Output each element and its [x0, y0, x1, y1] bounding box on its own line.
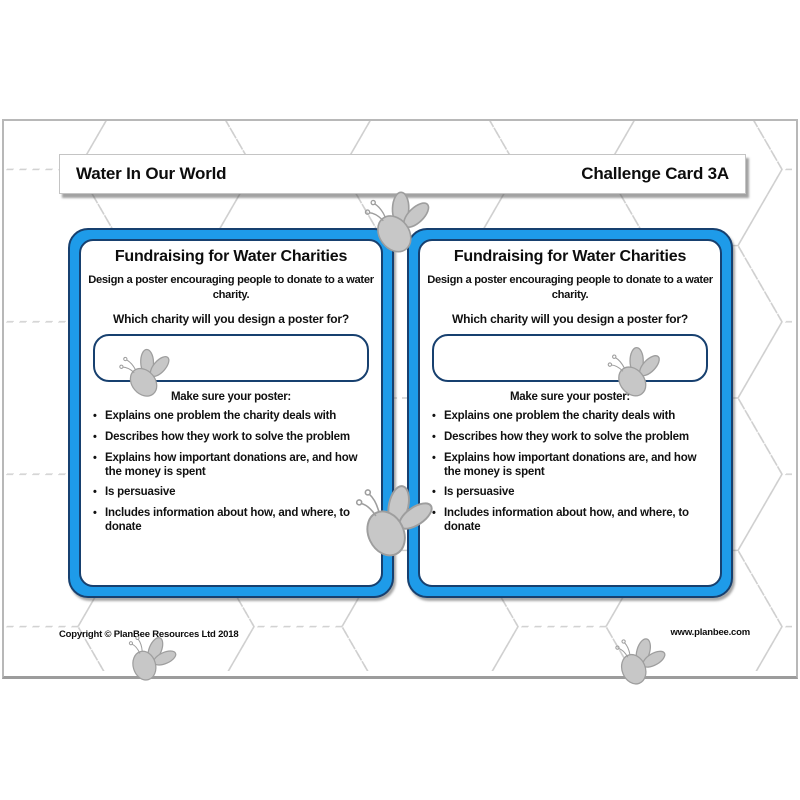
card-question: Which charity will you design a poster for? — [451, 312, 689, 327]
card-intro: Design a poster encouraging people to donate to a water charity. — [88, 274, 374, 301]
card-question: Which charity will you design a poster for? — [112, 312, 350, 327]
unit-title: Water In Our World — [76, 164, 227, 183]
challenge-card-left — [68, 228, 394, 598]
card-intro: Design a poster encouraging people to donate to a water charity. — [427, 274, 713, 301]
checklist-item: • Is persuasive — [91, 486, 375, 500]
bee-icon — [354, 185, 441, 267]
bee-icon — [602, 631, 673, 697]
bee-icon — [598, 341, 672, 410]
checklist-heading: Make sure your poster: — [171, 391, 291, 404]
poster-checklist — [87, 410, 375, 535]
checklist-item: • Explains how important donations are, and how the money is spent — [91, 452, 375, 480]
card-title: Fundraising for Water Charities — [453, 248, 687, 265]
checklist-heading: Make sure your poster: — [510, 391, 630, 404]
card-number-label: Challenge Card 3A — [581, 164, 729, 183]
checklist-item: • Explains one problem the charity deals with — [430, 410, 714, 424]
checklist-item: • Describes how they work to solve the problem — [430, 431, 714, 445]
website-text: www.planbee.com — [670, 627, 750, 638]
bee-icon — [345, 478, 439, 572]
checklist-item: • Includes information about how, and where, to donate — [430, 507, 714, 535]
checklist-item: • Describes how they work to solve the problem — [91, 431, 375, 445]
checklist-item: • Explains one problem the charity deals with — [91, 410, 375, 424]
card-panel — [418, 239, 722, 587]
bee-icon — [109, 342, 182, 410]
copyright-text: Copyright © PlanBee Resources Ltd 2018 — [59, 629, 239, 640]
worksheet-page — [2, 119, 798, 679]
checklist-item: • Is persuasive — [430, 486, 714, 500]
checklist-item: • Includes information about how, and where, to donate — [91, 507, 375, 535]
checklist-item: • Explains how important donations are, and how the money is spent — [430, 452, 714, 480]
card-panel — [79, 239, 383, 587]
challenge-card-right — [407, 228, 733, 598]
poster-checklist — [426, 410, 714, 535]
card-title: Fundraising for Water Charities — [114, 248, 348, 265]
